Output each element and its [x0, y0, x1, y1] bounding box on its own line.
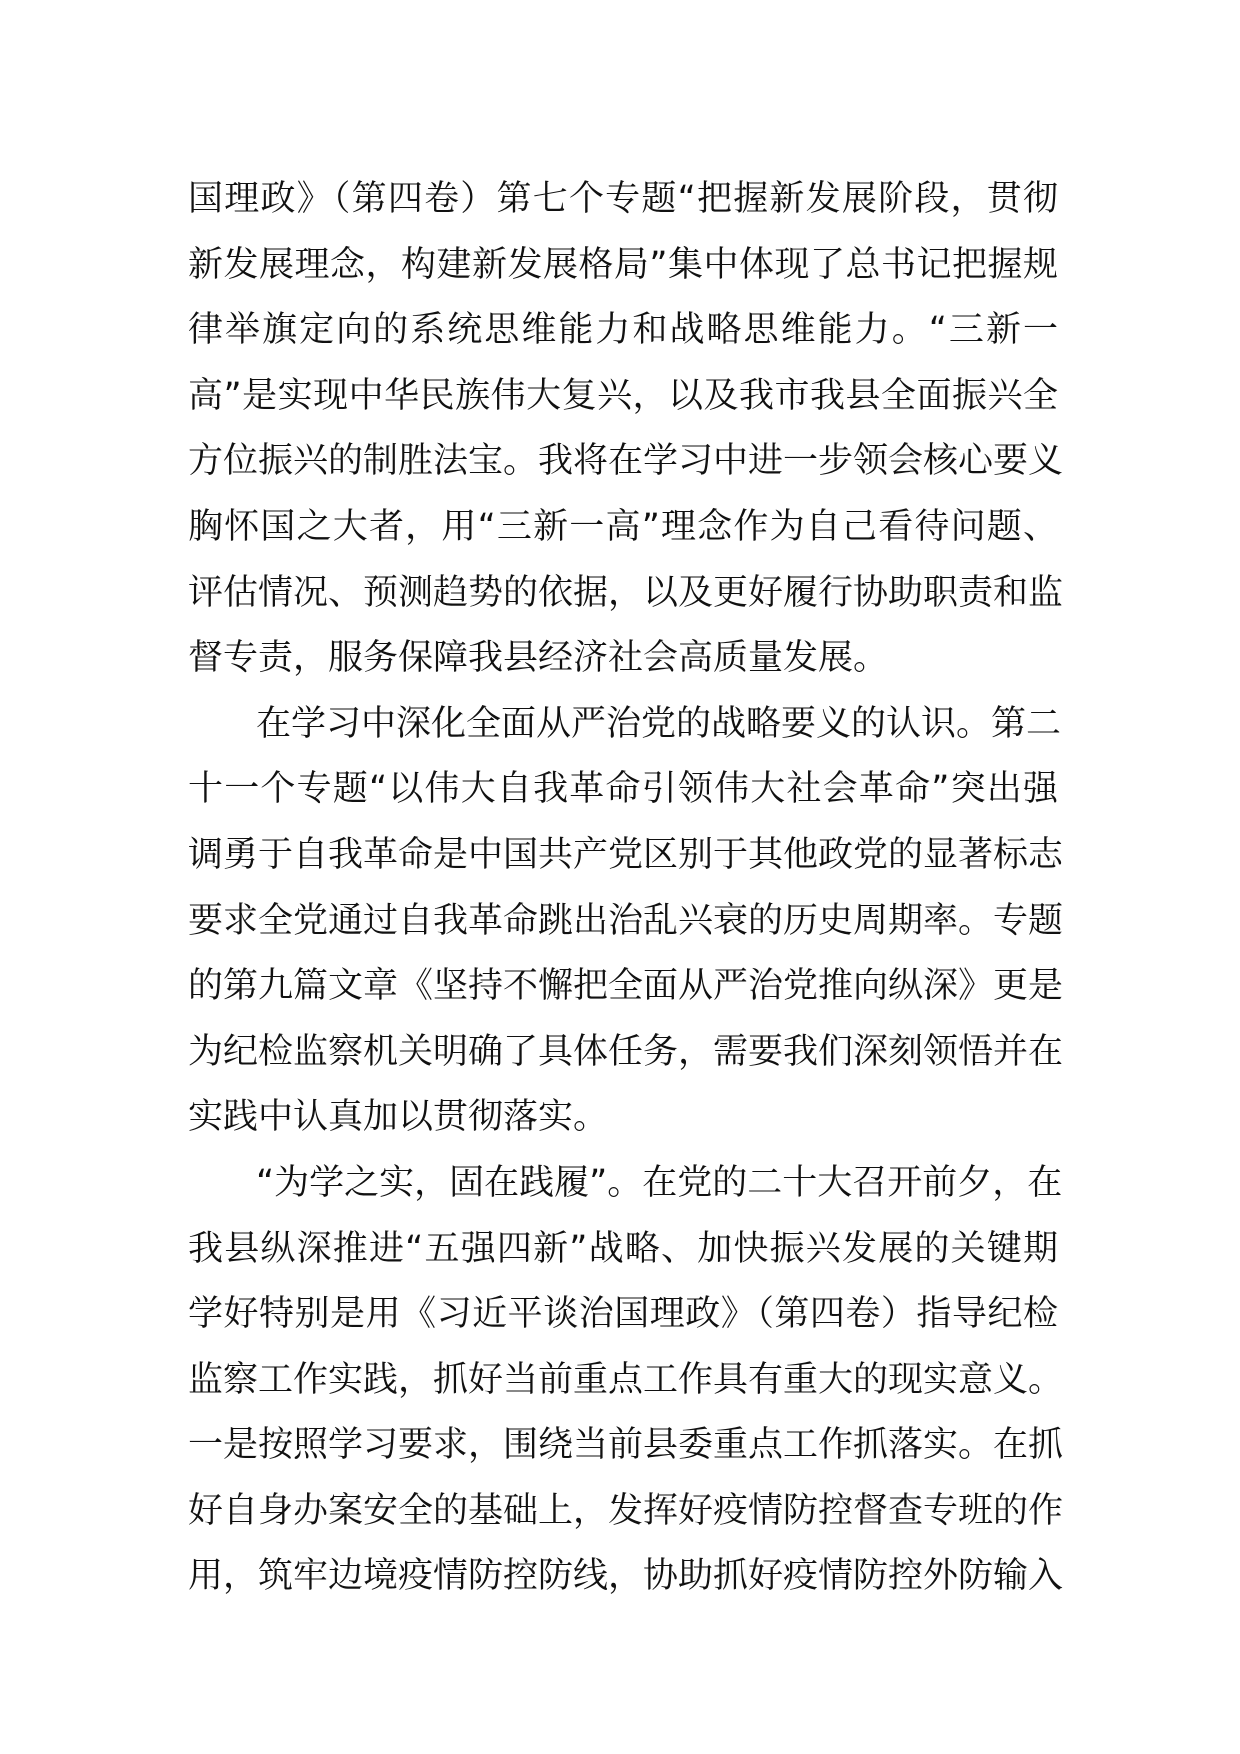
text-line: 实践中认真加以贯彻落实。 — [188, 1097, 609, 1138]
text-line: 一是按照学习要求，围绕当前县委重点工作抓落实。在抓 — [188, 1425, 1064, 1466]
text-line: 方位振兴的制胜法宝。我将在学习中进一步领会核心要义 — [188, 441, 1064, 482]
text-line: 高”是实现中华民族伟大复兴，以及我市我县全面振兴全 — [188, 375, 1058, 416]
text-line: 胸怀国之大者，用“三新一高”理念作为自己看待问题、 — [188, 506, 1058, 547]
text-line: 的第九篇文章《坚持不懈把全面从严治党推向纵深》更是 — [188, 966, 1064, 1007]
text-line: 新发展理念，构建新发展格局”集中体现了总书记把握规 — [188, 244, 1058, 285]
text-line: 我县纵深推进“五强四新”战略、加快振兴发展的关键期 — [188, 1228, 1058, 1269]
text-line: 调勇于自我革命是中国共产党区别于其他政党的显著标志 — [188, 834, 1064, 875]
text-line: 学好特别是用《习近平谈治国理政》（第四卷）指导纪检 — [188, 1294, 1058, 1335]
body-text — [188, 167, 1064, 1610]
text-line: 用，筑牢边境疫情防控防线，协助抓好疫情防控外防输入 — [188, 1556, 1064, 1597]
text-line: 要求全党通过自我革命跳出治乱兴衰的历史周期率。专题 — [188, 900, 1064, 941]
text-line: 为纪检监察机关明确了具体任务，需要我们深刻领悟并在 — [188, 1031, 1064, 1072]
text-line: 监察工作实践，抓好当前重点工作具有重大的现实意义。 — [188, 1359, 1064, 1400]
text-line: 督专责，服务保障我县经济社会高质量发展。 — [188, 638, 889, 679]
text-line: 好自身办案安全的基础上，发挥好疫情防控督查专班的作 — [188, 1490, 1064, 1531]
text-line: 评估情况、预测趋势的依据，以及更好履行协助职责和监 — [188, 572, 1064, 613]
text-line: 十一个专题“以伟大自我革命引领伟大社会革命”突出强 — [188, 769, 1058, 810]
text-line: 律举旗定向的系统思维能力和战略思维能力。“三新一 — [188, 310, 1058, 351]
text-line: 在学习中深化全面从严治党的战略要义的认识。第二 — [256, 703, 1062, 744]
text-line: 国理政》（第四卷）第七个专题“把握新发展阶段，贯彻 — [188, 179, 1058, 219]
text-line: “为学之实，固在践履”。在党的二十大召开前夕，在 — [256, 1162, 1063, 1203]
